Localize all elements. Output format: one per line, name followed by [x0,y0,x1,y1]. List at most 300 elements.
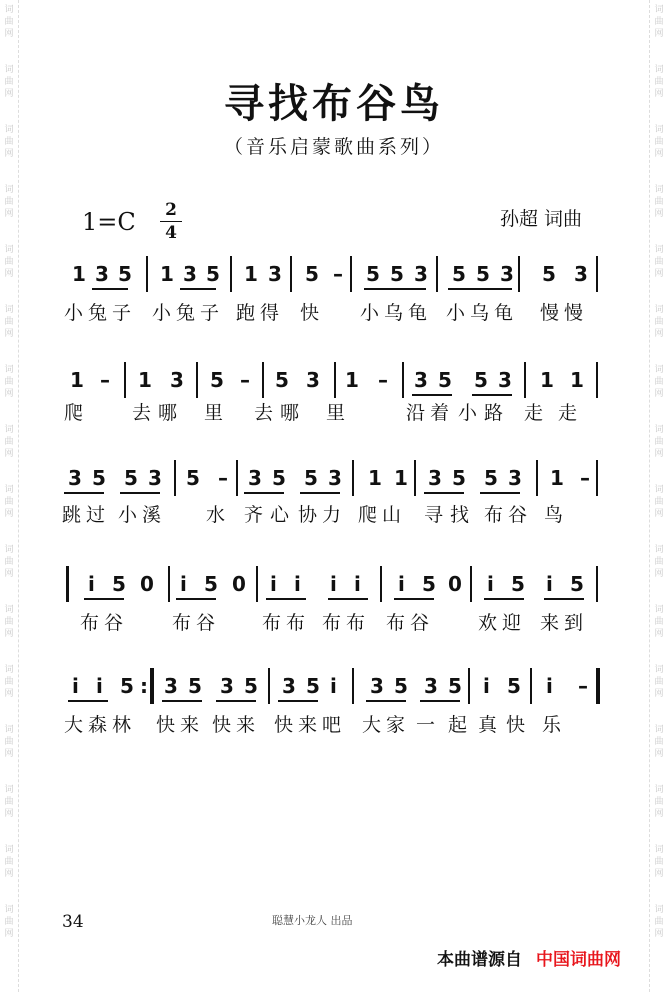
watermark-char: 网 [4,689,14,699]
barline [290,256,292,292]
note: 3 [95,262,109,286]
barline [380,566,382,602]
time-signature-top: 2 [165,200,177,220]
lyric-char: 一 [416,714,436,736]
beam-underline [120,492,160,494]
watermark-char: 网 [654,629,664,639]
watermark-char: 词 [654,665,664,675]
watermark-char: 网 [4,149,14,159]
watermark-char: 曲 [654,257,664,267]
beam-underline [84,598,124,600]
watermark-char: 词 [4,485,14,495]
lyric-char: 爬 [64,402,84,424]
lyric-char: 欢 [478,612,498,634]
note: 1 [368,466,382,490]
watermark-char: 词 [654,5,664,15]
lyric-char: 心 [270,504,290,526]
lyric-char: 布 [172,612,192,634]
note: i [483,674,490,698]
watermark-group [2,544,16,580]
note: i [546,572,553,596]
double-barline [150,668,154,704]
watermark-char: 词 [4,785,14,795]
note: 3 [414,368,428,392]
note: i [330,572,337,596]
lyric-char: 大 [64,714,84,736]
lyric-char: 兔 [88,302,108,324]
note: 3 [164,674,178,698]
lyric-char: 快 [506,714,526,736]
watermark-char: 曲 [654,17,664,27]
watermark-char: 网 [4,509,14,519]
watermark-char: 网 [654,149,664,159]
lyric-char: 鸟 [544,504,564,526]
watermark-group [2,904,16,940]
note: 5 [507,674,521,698]
beam-underline [420,700,460,702]
watermark-char: 词 [654,365,664,375]
watermark-group [652,484,666,520]
publisher-credit: 聪慧小龙人 出品 [272,914,353,927]
watermark-char: 网 [4,269,14,279]
note: 5 [474,368,488,392]
barline [402,362,404,398]
note: 3 [248,466,262,490]
lyric-char: 哪 [280,402,300,424]
note: 3 [414,262,428,286]
watermark-char: 词 [654,65,664,75]
watermark-char: 网 [654,329,664,339]
note: 3 [148,466,162,490]
watermark-char: 词 [4,5,14,15]
note: 5 [422,572,436,596]
note: 5 [188,674,202,698]
lyric-char: 吧 [322,714,342,736]
watermark-char: 词 [654,545,664,555]
watermark-char: 网 [654,29,664,39]
watermark-char: 网 [654,689,664,699]
lyric-char: 快 [274,714,294,736]
barline [530,668,532,704]
lyric-char: 迎 [502,612,522,634]
watermark-char: 词 [4,245,14,255]
source-label: 本曲谱源自 [437,950,522,970]
watermark-char: 曲 [4,137,14,147]
note: 0 [232,572,246,596]
note: 5 [186,466,200,490]
beam-underline [244,492,284,494]
barline [256,566,258,602]
note: 5 [124,466,138,490]
note: i [487,572,494,596]
lyric-char: 力 [322,504,342,526]
lyric-char: 布 [484,504,504,526]
watermark-char: 网 [654,929,664,939]
lyric-char: 去 [254,402,274,424]
beam-underline [162,700,202,702]
lyric-char: 爬 [358,504,378,526]
barline [596,566,598,602]
time-signature-bottom: 4 [165,223,177,243]
watermark-char: 曲 [4,377,14,387]
watermark-group [652,184,666,220]
lyric-char: 跑 [236,302,256,324]
watermark-char: 网 [4,749,14,759]
lyric-char: 小 [458,402,478,424]
lyric-char: 来 [236,714,256,736]
note: 3 [268,262,282,286]
note: 5 [366,262,380,286]
watermark-char: 曲 [4,617,14,627]
watermark-char: 曲 [4,917,14,927]
note: 5 [120,674,134,698]
note: 3 [328,466,342,490]
watermark-char: 曲 [4,257,14,267]
watermark-char: 词 [4,905,14,915]
lyric-char: 路 [484,402,504,424]
barline [124,362,126,398]
beam-underline [64,492,104,494]
lyric-char: 谷 [410,612,430,634]
note: 3 [306,368,320,392]
note: 5 [204,572,218,596]
watermark-char: 网 [654,389,664,399]
watermark-char: 网 [4,209,14,219]
barline [524,362,526,398]
beam-underline [266,598,306,600]
note: i [270,572,277,596]
lyric-char: 布 [80,612,100,634]
note: i [294,572,301,596]
barline [352,460,354,496]
barline [174,460,176,496]
watermark-char: 曲 [654,317,664,327]
beam-underline [480,492,520,494]
lyric-char: 山 [382,504,402,526]
note: 5 [305,262,319,286]
beam-underline [92,288,128,290]
note: 5 [118,262,132,286]
lyric-char: 林 [112,714,132,736]
beam-underline [216,700,256,702]
watermark-group [652,4,666,40]
lyric-char: 去 [132,402,152,424]
note: i [354,572,361,596]
watermark-char: 词 [654,485,664,495]
key-signature: 1=C [82,208,136,236]
note: 1 [570,368,584,392]
watermark-char: 词 [654,605,664,615]
lyric-char: 着 [430,402,450,424]
note: 1 [394,466,408,490]
beam-underline [176,598,216,600]
barline [414,460,416,496]
barline [596,460,598,496]
lyric-char: 谷 [508,504,528,526]
note: i [96,674,103,698]
watermark-char: 曲 [4,497,14,507]
lyric-char: 小 [118,504,138,526]
note: 5 [304,466,318,490]
watermark-group [652,844,666,880]
note: 5 [438,368,452,392]
watermark-char: 词 [654,185,664,195]
watermark-group [2,364,16,400]
watermark-char: 曲 [654,677,664,687]
lyric-char: 里 [326,402,346,424]
note: 3 [220,674,234,698]
note: – [378,368,388,392]
watermark-char: 词 [4,545,14,555]
beam-underline [328,598,368,600]
watermark-char: 曲 [4,77,14,87]
watermark-char: 曲 [654,377,664,387]
watermark-group [652,784,666,820]
watermark-char: 曲 [4,557,14,567]
composer-credit: 孙超 词曲 [500,208,583,230]
lyric-char: 乌 [384,302,404,324]
note: 5 [244,674,258,698]
barline [536,460,538,496]
watermark-group [2,304,16,340]
beam-underline [472,394,512,396]
watermark-char: 曲 [654,917,664,927]
watermark-char: 曲 [654,557,664,567]
watermark-char: 网 [654,749,664,759]
lyric-char: 快 [156,714,176,736]
watermark-char: 曲 [654,617,664,627]
beam-underline [424,492,464,494]
note: i [330,674,337,698]
note: 5 [272,466,286,490]
lyric-char: 里 [204,402,224,424]
repeat-sign: : [140,674,148,698]
watermark-char: 曲 [4,317,14,327]
note: 3 [68,466,82,490]
watermark-char: 曲 [4,197,14,207]
watermark-char: 词 [654,425,664,435]
watermark-char: 词 [4,365,14,375]
watermark-char: 网 [654,449,664,459]
watermark-group [652,664,666,700]
beam-underline [448,288,512,290]
watermark-char: 曲 [4,677,14,687]
watermark-group [652,424,666,460]
watermark-group [652,244,666,280]
note: – [333,262,343,286]
lyric-char: 龟 [494,302,514,324]
watermark-char: 曲 [654,77,664,87]
lyric-char: 跳 [62,504,82,526]
watermark-char: 网 [4,29,14,39]
watermark-char: 曲 [654,197,664,207]
lyric-char: 起 [448,714,468,736]
barline [596,256,598,292]
repeat-start-barline [66,566,69,602]
note: 5 [390,262,404,286]
watermark-char: 词 [654,905,664,915]
watermark-char: 词 [654,785,664,795]
note: 1 [244,262,258,286]
watermark-char: 网 [654,209,664,219]
watermark-char: 词 [654,245,664,255]
lyric-char: 布 [386,612,406,634]
note: 3 [183,262,197,286]
lyric-char: 来 [298,714,318,736]
note: 5 [476,262,490,286]
watermark-char: 网 [654,809,664,819]
lyric-char: 找 [450,504,470,526]
watermark-char: 网 [4,869,14,879]
watermark-char: 词 [4,305,14,315]
note: 1 [138,368,152,392]
watermark-char: 词 [4,725,14,735]
note: 5 [570,572,584,596]
note: 5 [542,262,556,286]
barline [230,256,232,292]
note: 3 [498,368,512,392]
lyric-char: 乌 [470,302,490,324]
note: i [398,572,405,596]
beam-underline [412,394,452,396]
lyric-char: 来 [540,612,560,634]
note: 3 [282,674,296,698]
barline [146,256,148,292]
barline [236,460,238,496]
watermark-char: 网 [654,869,664,879]
note: 3 [170,368,184,392]
note: – [578,674,588,698]
lyric-char: 协 [298,504,318,526]
note: 1 [540,368,554,392]
lyric-char: 走 [524,402,544,424]
note: 5 [484,466,498,490]
barline [470,566,472,602]
lyric-char: 过 [86,504,106,526]
watermark-char: 网 [654,89,664,99]
watermark-char: 网 [4,809,14,819]
watermark-char: 曲 [4,737,14,747]
note: i [546,674,553,698]
watermark-char: 词 [654,845,664,855]
lyric-char: 真 [478,714,498,736]
source-notice [437,945,621,970]
page-number: 34 [62,912,84,932]
note: 3 [574,262,588,286]
note: 3 [424,674,438,698]
lyric-char: 走 [558,402,578,424]
note: 0 [140,572,154,596]
beam-underline [300,492,340,494]
watermark-char: 曲 [4,857,14,867]
watermark-char: 词 [654,305,664,315]
note: – [240,368,250,392]
watermark-char: 网 [654,509,664,519]
note: – [218,466,228,490]
lyric-char: 谷 [196,612,216,634]
note: 5 [275,368,289,392]
lyric-char: 沿 [406,402,426,424]
note: 5 [306,674,320,698]
watermark-group [652,724,666,760]
lyric-char: 来 [180,714,200,736]
lyric-char: 快 [300,302,320,324]
watermark-group [2,4,16,40]
note: 1 [160,262,174,286]
note: 1 [72,262,86,286]
watermark-char: 曲 [654,857,664,867]
lyric-char: 小 [152,302,172,324]
watermark-char: 网 [4,329,14,339]
watermark-char: 曲 [654,737,664,747]
lyric-char: 森 [88,714,108,736]
watermark-char: 网 [4,389,14,399]
lyric-char: 布 [346,612,366,634]
lyric-char: 小 [360,302,380,324]
watermark-group [2,784,16,820]
lyric-char: 谷 [104,612,124,634]
song-title: 寻找布谷鸟 [224,81,444,127]
watermark-char: 词 [4,425,14,435]
note: 3 [370,674,384,698]
note: 1 [345,368,359,392]
watermark-group [2,184,16,220]
watermark-group [652,304,666,340]
watermark-group [652,904,666,940]
barline [262,362,264,398]
watermark-char: 网 [654,269,664,279]
lyric-char: 布 [286,612,306,634]
source-site: 中国词曲网 [536,950,621,970]
watermark-char: 词 [4,845,14,855]
watermark-char: 网 [4,629,14,639]
beam-underline [544,598,584,600]
note: 0 [448,572,462,596]
note: 5 [394,674,408,698]
note: 5 [92,466,106,490]
lyric-char: 子 [112,302,132,324]
beam-underline [394,598,434,600]
lyric-char: 乐 [542,714,562,736]
lyric-char: 大 [362,714,382,736]
lyric-char: 慢 [564,302,584,324]
lyric-char: 子 [200,302,220,324]
lyric-char: 寻 [424,504,444,526]
watermark-char: 网 [4,449,14,459]
watermark-group [2,604,16,640]
watermark-group [2,244,16,280]
watermark-char: 词 [4,65,14,75]
beam-underline [180,288,216,290]
lyric-char: 水 [206,504,226,526]
barline [196,362,198,398]
note: i [72,674,79,698]
watermark-char: 曲 [4,437,14,447]
note: 1 [70,368,84,392]
note: 5 [210,368,224,392]
lyric-char: 齐 [244,504,264,526]
watermark-char: 词 [654,725,664,735]
barline [596,362,598,398]
lyric-char: 得 [260,302,280,324]
beam-underline [68,700,108,702]
note: 5 [452,466,466,490]
note: 5 [112,572,126,596]
double-barline [596,668,600,704]
watermark-char: 词 [4,605,14,615]
watermark-group [652,364,666,400]
barline [436,256,438,292]
